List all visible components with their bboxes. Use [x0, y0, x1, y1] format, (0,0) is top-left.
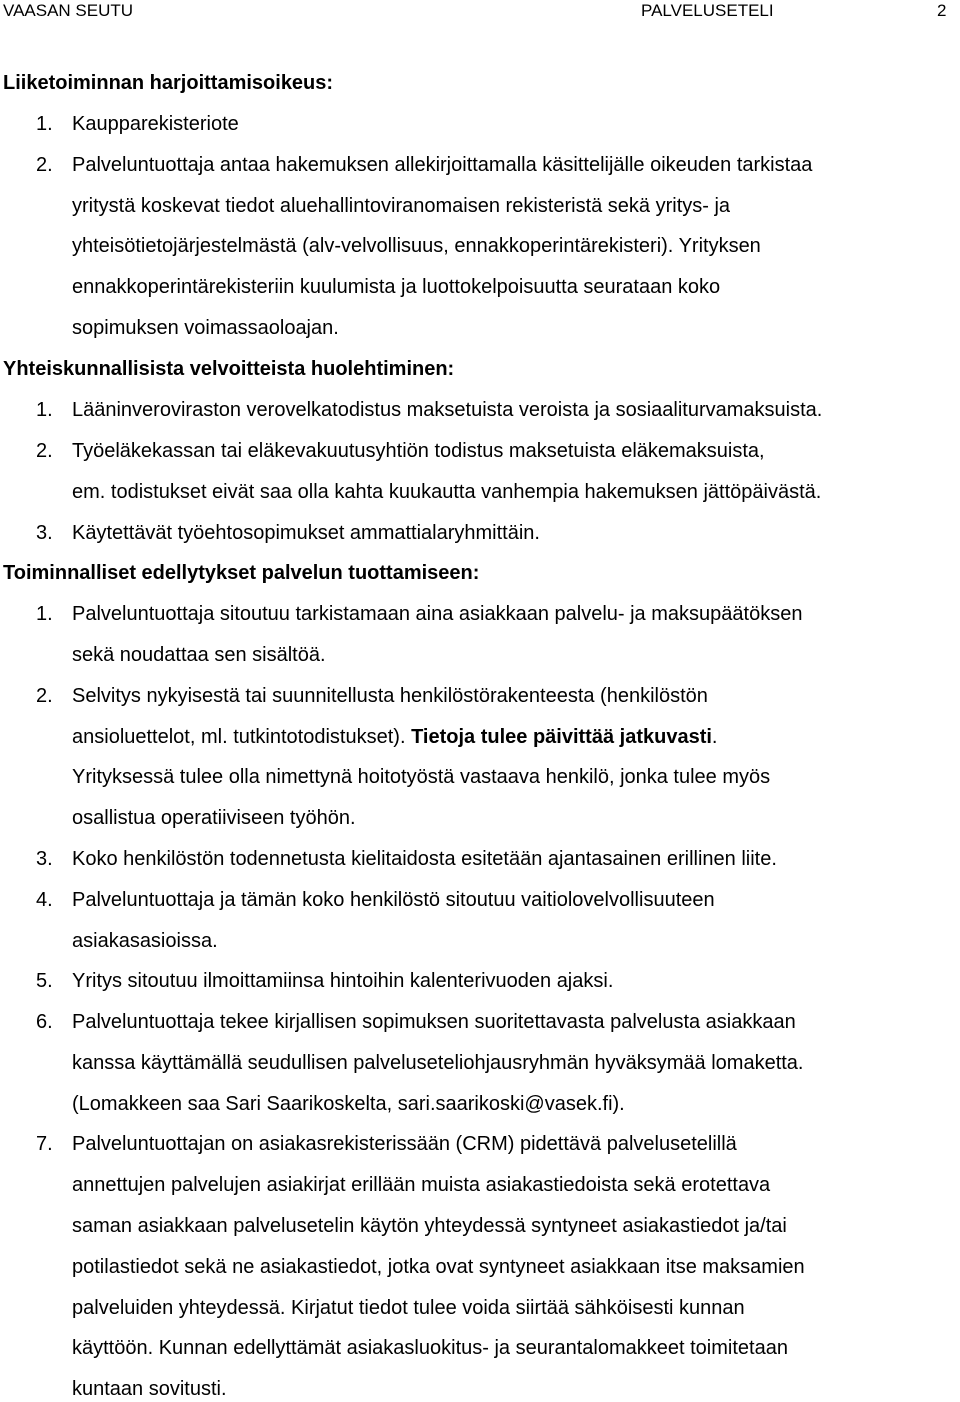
- header-title: PALVELUSETELI: [641, 1, 774, 20]
- page-number: 2: [937, 1, 947, 20]
- list-item-line: Koko henkilöstön todennetusta kielitaidosta esitetään ajantasainen erillinen liite.: [72, 848, 777, 870]
- list-item-line: saman asiakkaan palvelusetelin käytön yhteydessä syntyneet asiakastiedot ja/tai: [72, 1215, 787, 1237]
- list-item-line: annettujen palvelujen asiakirjat erillään muista asiakastiedoista sekä erotettava: [72, 1174, 771, 1196]
- list-item-line: palveluiden yhteydessä. Kirjatut tiedot tulee voida siirtää sähköisesti kunnan: [72, 1297, 745, 1319]
- section-heading-business-rights: Liiketoiminnan harjoittamisoikeus:: [3, 72, 334, 94]
- list-item-line: potilastiedot sekä ne asiakastiedot, jotka ovat syntyneet asiakkaan itse maksamien: [72, 1256, 805, 1278]
- list-item-line: ennakkoperintärekisteriin kuulumista ja luottokelpoisuutta seurataan koko: [72, 276, 721, 298]
- list-item-line: Yrityksessä tulee olla nimettynä hoitotyöstä vastaava henkilö, jonka tulee myös: [72, 766, 771, 788]
- list-item-line: käyttöön. Kunnan edellyttämät asiakasluokitus- ja seurantalomakkeet toimitetaan: [72, 1337, 788, 1359]
- list-item-line: Kaupparekisteriote: [72, 113, 239, 135]
- list-item-line: Palveluntuottaja sitoutuu tarkistamaan aina asiakkaan palvelu- ja maksupäätöksen: [72, 603, 803, 625]
- list-number: 1.: [36, 113, 53, 135]
- list-number: 4.: [36, 889, 53, 911]
- list-number: 1.: [36, 399, 53, 421]
- list-item-text: ansioluettelot, ml. tutkintotodistukset).: [72, 726, 406, 748]
- list-number: 7.: [36, 1133, 53, 1155]
- list-number: 2.: [36, 685, 53, 707]
- list-item-line: yritystä koskevat tiedot aluehallintoviranomaisen rekisteristä sekä yritys- ja: [72, 195, 731, 217]
- section-heading-operational-requirements: Toiminnalliset edellytykset palvelun tuottamiseen:: [3, 562, 480, 584]
- list-number: 6.: [36, 1011, 53, 1033]
- list-number: 3.: [36, 848, 53, 870]
- list-number: 5.: [36, 970, 53, 992]
- list-number: 2.: [36, 440, 53, 462]
- section-heading-social-obligations: Yhteiskunnallisista velvoitteista huolehtiminen:: [3, 358, 455, 380]
- list-item-line: em. todistukset eivät saa olla kahta kuukautta vanhempia hakemuksen jättöpäivästä.: [72, 481, 822, 503]
- header-org: VAASAN SEUTU: [3, 1, 134, 20]
- list-item-line: Palveluntuottajan on asiakasrekisterissään (CRM) pidettävä palvelusetelillä: [72, 1133, 737, 1155]
- list-item-line: kanssa käyttämällä seudullisen palveluseteliohjausryhmän hyväksymää lomaketta.: [72, 1052, 804, 1074]
- page-header: [0, 0, 960, 24]
- period-text: .: [711, 726, 718, 748]
- list-item-line: Palveluntuottaja tekee kirjallisen sopimuksen suoritettavasta palvelusta asiakkaan: [72, 1011, 796, 1033]
- list-number: 2.: [36, 154, 53, 176]
- list-item-line: osallistua operatiiviseen työhön.: [72, 807, 356, 829]
- list-item-line: kuntaan sovitusti.: [72, 1378, 227, 1400]
- list-number: 1.: [36, 603, 53, 625]
- list-item-line: Yritys sitoutuu ilmoittamiinsa hintoihin kalenterivuoden ajaksi.: [72, 970, 614, 992]
- list-item-line: Selvitys nykyisestä tai suunnitellusta henkilöstörakenteesta (henkilöstön: [72, 685, 708, 707]
- list-item-line-mixed: [72, 724, 717, 750]
- list-item-line: yhteisötietojärjestelmästä (alv-velvollisuus, ennakkoperintärekisteri). Yrityksen: [72, 235, 761, 257]
- emphasis-text: Tietoja tulee päivittää jatkuvasti: [411, 726, 712, 748]
- list-item-line: asiakasasioissa.: [72, 930, 218, 952]
- list-item-line: (Lomakkeen saa Sari Saarikoskelta, sari.saarikoski@vasek.fi).: [72, 1093, 625, 1115]
- list-item-line: Lääninveroviraston verovelkatodistus maksetuista veroista ja sosiaaliturvamaksuista.: [72, 399, 823, 421]
- list-item-line: Käytettävät työehtosopimukset ammattialaryhmittäin.: [72, 522, 540, 544]
- list-item-line: sopimuksen voimassaoloajan.: [72, 317, 339, 339]
- list-item-line: Työeläkekassan tai eläkevakuutusyhtiön todistus maksetuista eläkemaksuista,: [72, 440, 765, 462]
- list-number: 3.: [36, 522, 53, 544]
- list-item-line: Palveluntuottaja ja tämän koko henkilöstö sitoutuu vaitiolovelvollisuuteen: [72, 889, 715, 911]
- list-item-line: sekä noudattaa sen sisältöä.: [72, 644, 326, 666]
- list-item-line: Palveluntuottaja antaa hakemuksen allekirjoittamalla käsittelijälle oikeuden tarkistaa: [72, 154, 813, 176]
